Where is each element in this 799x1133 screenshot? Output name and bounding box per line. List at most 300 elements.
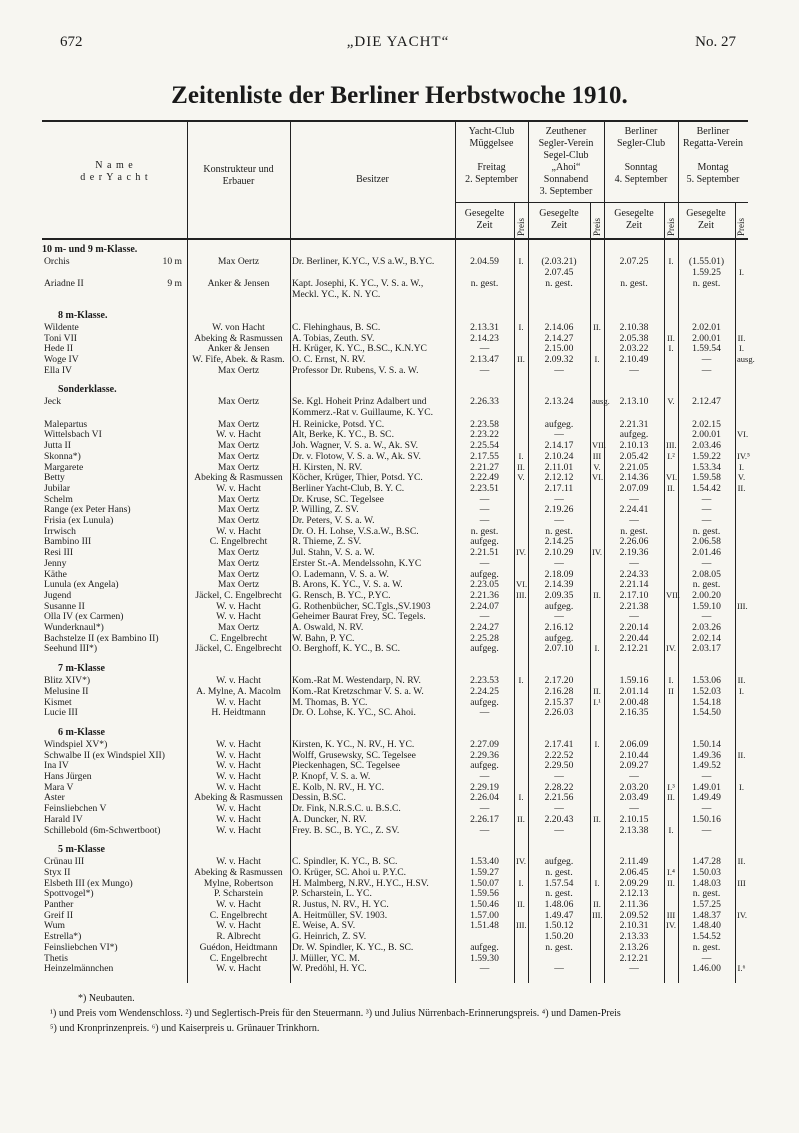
time-club-4: 1.52.03 (692, 685, 721, 697)
time-club-4: 1.49.52 (692, 760, 721, 772)
time-club-4: 1.54.18 (692, 696, 721, 708)
time-club-2: 2.19.26 (544, 504, 574, 516)
prize-club-3: V. (667, 396, 675, 407)
prize-club-4: ausg. (737, 353, 755, 364)
time-club-1: 1.59.27 (470, 866, 499, 878)
builder: Max Oertz (217, 440, 260, 452)
section-title: 6 m-Klasse (58, 726, 105, 738)
time-club-2: 2.14.06 (544, 321, 574, 333)
time-club-4: 2.03.46 (692, 440, 721, 452)
time-club-1: 2.29.36 (470, 749, 499, 761)
yacht-name: Estrella*) (44, 931, 82, 943)
header-name: N a m e d e r Y a c h t (80, 160, 149, 183)
yacht-size: 9 m (167, 278, 182, 290)
owner: Geheimer Baurat Frey, SC. Tegels. (292, 611, 426, 623)
builder: Max Oertz (217, 461, 260, 473)
time-club-2: 2.21.56 (544, 792, 574, 804)
time-club-3: 2.03.20 (619, 781, 649, 793)
owner: Frey. B. SC., B. YC., Z. SV. (292, 824, 400, 836)
owner: Kirsten, K. YC., N. RV., H. YC. (292, 738, 415, 750)
builder: W. v. Hacht (216, 675, 261, 687)
prize-club-2: II. (593, 589, 601, 600)
prize-club-4: II. (737, 856, 746, 867)
prize-club-3: II (668, 685, 674, 696)
time-club-2: 2.29.50 (544, 760, 574, 772)
time-club-2: aufgeg. (544, 632, 574, 644)
prize-club-1: IV. (516, 547, 526, 558)
time-club-4: 1.48.40 (692, 920, 721, 932)
owner: Pieckenhagen, SC. Tegelsee (292, 760, 400, 772)
time-club-4: 1.53.34 (692, 461, 721, 473)
prize-club-2: II. (593, 813, 601, 824)
yacht-name: Betty (44, 472, 65, 484)
yacht-name: Resi III (44, 547, 74, 559)
yacht-name: Heinzelmännchen (44, 963, 114, 975)
prize-club-3: I. (668, 343, 674, 354)
time-club-1: aufgeg. (470, 696, 499, 708)
yacht-name: Panther (44, 899, 74, 910)
prize-club-3: III. (666, 440, 677, 451)
yacht-name: Jutta II (44, 440, 71, 452)
builder: C. Engelbrecht (209, 536, 268, 548)
time-club-1: 2.17.55 (470, 450, 499, 462)
owner: R. Justus, N. RV., H. YC. (292, 899, 389, 910)
time-club-1: aufgeg. (470, 568, 499, 580)
yacht-name: Kismet (44, 696, 72, 708)
time-club-1: 2.23.05 (470, 579, 499, 591)
yacht-name: Elsbeth III (ex Mungo) (44, 877, 133, 889)
yacht-name: Feinsliebchen V (44, 803, 107, 815)
time-club-3: 2.26.06 (619, 536, 649, 548)
prize-club-1: VI. (516, 579, 528, 590)
yacht-name: Blitz XIV*) (44, 675, 91, 687)
yacht-name: Woge IV (44, 353, 79, 365)
time-club-4: — (701, 504, 712, 516)
time-club-1: 2.14.23 (470, 332, 499, 344)
time-club-1: 2.21.36 (470, 589, 499, 601)
header-club-4: Berliner Regatta-Verein Montag 5. September (683, 126, 743, 185)
column-rule (678, 120, 679, 983)
time-club-4: n. gest. (692, 278, 721, 290)
owner: A. Heitmüller, SV. 1903. (292, 909, 388, 921)
owner: Joh. Wagner, V. S. a. W., Ak. SV. (292, 440, 419, 452)
yacht-name: Windspiel XV*) (44, 738, 108, 750)
row-rule (42, 120, 748, 122)
yacht-name: Styx II (44, 866, 71, 878)
time-club-1: — (479, 504, 490, 516)
time-club-4: 2.03.17 (692, 643, 721, 655)
time-club-3: 2.10.15 (619, 813, 649, 825)
time-club-3: 2.10.44 (619, 749, 649, 761)
prize-club-3: IV. (666, 643, 676, 654)
prize-club-3: VI. (666, 472, 678, 483)
prize-club-2: I. (594, 353, 600, 364)
prize-club-2: VI. (592, 472, 604, 483)
time-club-1: 2.24.27 (470, 622, 499, 633)
owner: C. Flehinghaus, B. SC. (292, 321, 381, 333)
time-club-2: 2.15.37 (544, 696, 574, 708)
time-club-2: 2.28.22 (544, 781, 574, 793)
time-club-1: 1.51.48 (470, 920, 499, 932)
prize-club-2: III. (592, 909, 603, 920)
yacht-size: 10 m (162, 256, 182, 267)
prize-club-3: I.³ (667, 781, 675, 792)
time-club-2: 2.09.32 (544, 353, 574, 365)
page-number: 672 (60, 34, 83, 50)
owner: Dr. W. Spindler, K. YC., B. SC. (292, 941, 414, 953)
time-club-1: aufgeg. (470, 643, 499, 655)
time-club-3: 2.24.33 (619, 568, 649, 580)
prize-club-2: II. (593, 899, 601, 909)
owner: B. Arons, K. YC., V. S. a. W. (292, 579, 403, 591)
prize-club-4: II. (737, 332, 746, 343)
builder: Max Oertz (217, 515, 260, 526)
owner: O. C. Ernst, N. RV. (292, 353, 366, 365)
time-club-1: 2.13.47 (470, 353, 499, 365)
builder: Abeking & Rasmussen (194, 332, 283, 344)
owner: E. Kolb, N. RV., H. YC. (292, 781, 384, 793)
time-club-4: — (701, 824, 712, 836)
owner: P. Knopf, V. S. a. W. (292, 771, 371, 782)
prize-club-3: I.⁴ (667, 866, 675, 877)
time-club-1: 2.24.07 (470, 600, 499, 612)
builder: Guédon, Heidtmann (199, 941, 278, 953)
time-club-1: 2.26.17 (470, 813, 499, 825)
time-club-3: n. gest. (620, 525, 648, 537)
header-club-2: Zeuthener Segler-Verein Segel-Club „Ahoi“ Sonnabend 3. September (538, 126, 594, 197)
time-club-3: 2.09.29 (619, 877, 649, 889)
time-club-1: — (479, 557, 490, 569)
time-club-4: — (701, 557, 712, 569)
yacht-name: Schelm (44, 493, 73, 505)
yacht-name: Jenny (44, 557, 67, 569)
time-club-3: 2.21.38 (619, 600, 649, 612)
builder: W. v. Hacht (216, 781, 261, 793)
owner: J. Müller, YC. M. (292, 952, 360, 964)
prize-club-4: I. (739, 461, 744, 472)
time-club-2: — (554, 429, 564, 441)
time-club-4: 2.08.05 (692, 568, 721, 580)
builder: Max Oertz (217, 622, 260, 633)
yacht-name: Skonna*) (44, 450, 81, 462)
prize-club-3: I. (668, 256, 674, 266)
time-club-2: n. gest. (545, 888, 573, 900)
owner: A. Tobias, Zeuth. SV. (292, 332, 375, 344)
owner: Dr. Fink, N.R.S.C. u. B.S.C. (292, 803, 401, 815)
time-club-2: 2.13.24 (544, 396, 574, 408)
prize-club-2: III (592, 450, 602, 461)
time-club-1: — (479, 803, 490, 815)
yacht-name: Malepartus (44, 418, 88, 430)
time-club-1: — (479, 493, 490, 505)
time-club-3: — (629, 803, 639, 815)
builder: H. Heidtmann (211, 707, 266, 719)
time-club-4: 1.48.37 (692, 909, 721, 921)
time-club-2: 2.17.11 (544, 482, 574, 494)
time-club-2: 1.50.20 (544, 931, 574, 943)
time-club-2: aufgeg. (544, 856, 574, 868)
time-club-4: 2.00.20 (692, 589, 721, 601)
time-club-3: 2.10.38 (619, 321, 649, 333)
time-club-1: n. gest. (470, 525, 499, 537)
owner: H. Krüger, K. YC., B.SC., K.N.YC (292, 343, 427, 355)
builder: W. v. Hacht (216, 749, 261, 761)
time-club-4: n. gest. (692, 579, 721, 591)
time-club-4: — (701, 803, 712, 815)
owner: P. Willing, Z. SV. (292, 504, 359, 516)
header-prize: Preis (592, 218, 602, 236)
time-club-3: 2.16.35 (619, 707, 649, 719)
owner: Alt, Berke, K. YC., B. SC. (292, 429, 394, 441)
yacht-name: Greif II (44, 909, 74, 921)
owner: G. Heinrich, Z. SV. (292, 931, 367, 943)
yacht-name: Susanne II (44, 600, 85, 612)
prize-club-3: I. (668, 675, 674, 686)
yacht-name: Wittelsbach VI (44, 429, 102, 441)
time-club-1: aufgeg. (470, 536, 499, 548)
time-club-4: 1.59.58 (692, 472, 721, 484)
yacht-name: Harald IV (44, 813, 83, 825)
builder: Max Oertz (217, 493, 260, 505)
time-club-2: n. gest. (545, 866, 573, 878)
prize-club-3: II. (667, 877, 675, 888)
owner: A. Oswald, N. RV. (292, 622, 364, 633)
time-club-4: 2.00.01 (692, 332, 721, 344)
time-club-1: 2.13.31 (470, 321, 499, 333)
yacht-name: Feinsliebchen VI*) (44, 941, 118, 953)
time-club-4: 1.48.03 (692, 877, 721, 889)
header-prize: Preis (736, 218, 746, 236)
prize-club-4: VI. (737, 429, 749, 440)
builder: W. v. Hacht (216, 771, 261, 782)
time-club-4: 1.54.52 (692, 931, 721, 943)
time-club-3: 2.09.52 (619, 909, 649, 921)
time-club-4: 1.49.49 (692, 792, 721, 804)
time-club-2: 2.18.09 (544, 568, 574, 580)
prize-club-3: I. (668, 824, 674, 835)
prize-club-1: II. (517, 461, 525, 472)
column-rule (735, 202, 736, 983)
time-club-1: 2.23.58 (470, 418, 499, 430)
builder: W. v. Hacht (216, 803, 261, 815)
prize-club-4: III. (737, 600, 748, 611)
owner: Berliner Yacht-Club, B. Y. C. (292, 482, 405, 494)
time-club-1: 2.24.25 (470, 685, 499, 697)
owner: H. Malmberg, N.RV., H.YC., H.SV. (292, 877, 429, 889)
time-club-3: 2.13.26 (619, 941, 649, 953)
time-club-4: — (701, 493, 712, 505)
time-club-3: 2.13.10 (619, 396, 649, 408)
prize-club-4: IV. (737, 909, 747, 920)
owner: Kom.-Rat Kretzschmar V. S. a. W. (292, 685, 424, 697)
time-club-1: — (479, 611, 490, 623)
time-club-3: — (629, 364, 639, 376)
header-time: Gesegelte Zeit (464, 208, 505, 231)
yacht-name: Irrwisch (44, 525, 76, 537)
owner: O. Lademann, V. S. a. W. (292, 568, 389, 580)
time-club-2: — (554, 493, 564, 505)
time-club-2: aufgeg. (544, 600, 574, 612)
builder: R. Albrecht (216, 931, 261, 943)
owner: G. Rothenbücher, SC.Tgls.,SV.1903 (292, 600, 431, 612)
prize-club-1: II. (517, 899, 525, 909)
column-rule (604, 120, 605, 983)
builder: Max Oertz (217, 256, 260, 267)
yacht-name: Bambino III (44, 536, 92, 548)
time-club-1: 1.57.00 (470, 909, 499, 921)
time-club-3: 2.10.49 (619, 353, 649, 365)
builder: Abeking & Rasmussen (194, 866, 283, 878)
time-club-3: 2.10.31 (619, 920, 649, 932)
yacht-name: Toni VII (44, 332, 77, 344)
builder: W. v. Hacht (216, 738, 261, 750)
time-club-4: 2.12.47 (692, 396, 721, 408)
header-time: Gesegelte Zeit (539, 208, 579, 231)
yacht-name: Schillebold (6m-Schwertboot) (44, 824, 161, 836)
owner: Se. Kgl. Hoheit Prinz Adalbert und Kommerz.-Rat v. Guillaume, K. YC. (292, 396, 434, 419)
section-title: 8 m-Klasse. (58, 309, 108, 321)
builder: W. v. Hacht (216, 482, 261, 494)
prize-club-4: V. (737, 472, 746, 483)
column-rule (290, 120, 291, 983)
time-club-3: 2.19.36 (619, 547, 649, 559)
time-club-2: — (554, 611, 564, 623)
time-club-2: 2.14.25 (544, 536, 574, 548)
owner: Dessin, B.SC. (292, 792, 346, 804)
yacht-name: Mara V (44, 781, 74, 793)
time-club-1: 2.21.27 (470, 461, 499, 473)
column-rule (455, 120, 456, 983)
yacht-name: Jeck (44, 396, 62, 408)
time-club-4: 1.59.10 (692, 600, 721, 612)
builder: C. Engelbrecht (209, 632, 268, 644)
header-time: Gesegelte Zeit (614, 208, 654, 231)
yacht-name: Olla IV (ex Carmen) (44, 611, 124, 623)
time-club-1: 1.50.46 (470, 899, 499, 910)
header-time: Gesegelte Zeit (686, 208, 726, 231)
prize-club-1: III. (516, 589, 527, 600)
prize-club-2: I. (594, 643, 600, 654)
yacht-name: Ella IV (44, 364, 72, 376)
yacht-name: Margarete (44, 461, 84, 473)
time-club-2: — (554, 364, 564, 376)
time-club-3: n. gest. (620, 278, 648, 290)
time-club-3: 2.06.09 (619, 738, 649, 750)
column-rule (187, 120, 188, 983)
time-club-2: — (554, 963, 564, 975)
time-club-2: 1.50.12 (544, 920, 574, 932)
builder: W. v. Hacht (216, 600, 261, 612)
owner: Kapt. Josephi, K. YC., V. S. a. W., Meckl. YC., K. N. YC. (292, 278, 424, 301)
time-club-3: — (629, 771, 639, 782)
yacht-name: Lucie III (44, 707, 78, 719)
header-builder: Konstrukteur und Erbauer (203, 164, 274, 187)
time-club-4: 1.57.25 (692, 899, 721, 910)
prize-club-1: III. (516, 920, 527, 931)
time-club-4: 1.59.22 (692, 450, 721, 462)
time-club-4: — (701, 771, 712, 782)
yacht-name: Wildente (44, 321, 79, 333)
builder: Max Oertz (217, 364, 260, 376)
time-club-3: 2.11.49 (619, 856, 649, 868)
time-club-3: 2.09.27 (619, 760, 649, 772)
time-club-1: 2.26.04 (470, 792, 499, 804)
time-club-3: 2.21.05 (619, 461, 649, 473)
time-club-3: — (629, 611, 639, 623)
builder: Anker & Jensen (207, 343, 270, 355)
builder: Abeking & Rasmussen (194, 792, 283, 804)
builder: W. v. Hacht (216, 813, 261, 825)
time-club-3: 2.05.38 (619, 332, 649, 344)
time-club-4: — (701, 611, 712, 623)
time-club-2: 2.12.12 (544, 472, 574, 484)
time-club-4: 1.54.50 (692, 707, 721, 719)
prize-club-1: I. (518, 792, 524, 803)
owner: H. Reinicke, Potsd. YC. (292, 418, 385, 430)
header-club-1: Yacht-Club Müggelsee Freitag 2. September (465, 126, 518, 185)
prize-club-3: II. (667, 482, 675, 493)
prize-club-2: V. (593, 461, 601, 472)
time-club-1: 2.23.53 (470, 675, 499, 687)
builder: W. v. Hacht (216, 429, 261, 441)
yacht-name: Crünau III (44, 856, 85, 868)
prize-club-2: I. (594, 877, 600, 888)
time-club-1: 2.29.19 (470, 781, 499, 793)
builder: Max Oertz (217, 396, 260, 408)
time-club-2: 2.14.17 (544, 440, 574, 452)
time-club-3: aufgeg. (619, 429, 649, 441)
owner: Professor Dr. Rubens, V. S. a. W. (292, 364, 419, 376)
prize-club-4: II. (737, 749, 746, 760)
time-club-1: — (479, 963, 490, 975)
time-club-1: 2.25.54 (470, 440, 499, 452)
prize-club-3: I.² (667, 450, 675, 461)
time-club-3: — (629, 557, 639, 569)
builder: W. v. Hacht (216, 899, 261, 910)
time-club-2: 1.48.06 (544, 899, 574, 910)
section-title: Sonderklasse. (58, 384, 117, 396)
time-club-3: 2.17.10 (619, 589, 649, 601)
row-rule (455, 202, 748, 203)
yacht-name: Aster (44, 792, 65, 804)
time-club-1: aufgeg. (470, 760, 499, 772)
builder: C. Engelbrecht (209, 909, 268, 921)
time-club-2: 2.14.39 (544, 579, 574, 591)
owner: Wolff, Grusewsky, SC. Tegelsee (292, 749, 416, 761)
time-club-1: — (479, 771, 490, 782)
owner: O. Krüger, SC. Ahoi u. P.Y.C. (292, 866, 407, 878)
time-club-4: 2.02.14 (692, 632, 721, 644)
prize-club-3: VII. (666, 589, 680, 600)
time-club-1: 2.26.33 (470, 396, 499, 408)
time-club-1: 2.04.59 (470, 256, 499, 267)
time-club-3: 2.20.44 (619, 632, 649, 644)
owner: Dr. O. H. Lohse, V.S.a.W., B.SC. (292, 525, 419, 537)
header-prize: Preis (516, 218, 526, 236)
time-club-3: — (629, 493, 639, 505)
time-club-3: — (629, 963, 639, 975)
owner: P. Scharstein, L. YC. (292, 888, 372, 900)
builder: W. von Hacht (212, 321, 265, 333)
time-club-2: 2.14.27 (544, 332, 574, 344)
time-club-1: — (479, 515, 490, 526)
time-club-4: 1.47.28 (692, 856, 721, 868)
time-club-2: 2.10.24 (544, 450, 574, 462)
time-club-4: 1.50.14 (692, 738, 721, 750)
prize-club-4: I. (739, 781, 744, 792)
time-club-4: 1.50.03 (692, 866, 721, 878)
results-table (42, 120, 755, 1020)
